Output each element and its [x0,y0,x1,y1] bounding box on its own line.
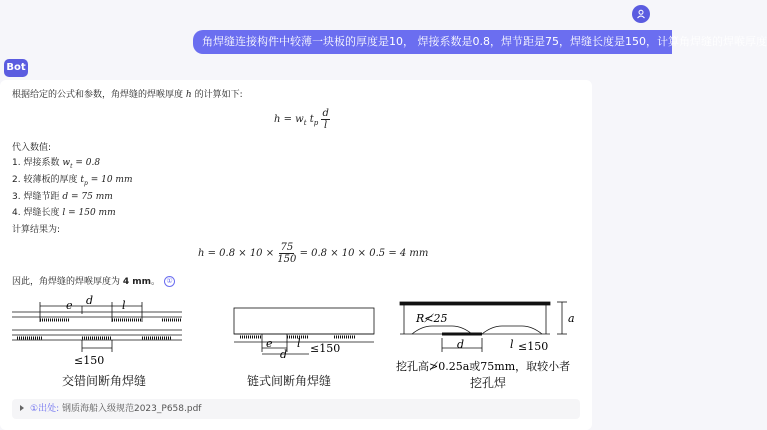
intro-text: 根据给定的公式和参数，角焊缝的焊喉厚度 h 的计算如下: [12,90,243,100]
list-item: 2. 较薄板的厚度 $t_p = 10$ mm [12,175,133,187]
label-d: d [86,294,94,307]
label-r25: R≮25 [416,312,448,325]
label-le150: ≤150 [518,340,549,353]
caption-chain: 链式间断角焊缝 [247,374,332,388]
label-l: l [122,299,126,312]
slot-note: 挖孔高≯0.25a或75mm，取较小者 [396,360,571,373]
formula-result: h = 0.8 × 10 × $\frac{75}{150}$ = 0.8 × 10 × 0.5 = 4 mm [198,242,429,265]
caption-slot: 挖孔焊 [470,376,507,390]
label-e: e [266,337,273,350]
bot-message-card [0,80,592,430]
label-d: d [280,348,288,361]
list-item: 4. 焊缝长度 l = 150 mm [12,208,116,218]
list-item: 1. 焊接系数 $w_t = 0.8$ [12,158,101,170]
formula-general: $h = w_t$ $t_p$ $\frac{d}{l}$ [274,108,329,131]
label-e: e [66,299,73,312]
bot-badge: Bot [4,59,28,77]
conclusion-text: 因此，角焊缝的焊喉厚度为 4 mm。 ① [12,276,175,288]
label-le150: ≤150 [310,342,341,355]
label-d: d [457,338,465,351]
list-item: 3. 焊缝节距 d = 75 mm [12,192,113,202]
label-l: l [510,338,514,351]
source-reference[interactable] [12,399,580,419]
expand-triangle-icon[interactable] [20,405,24,411]
user-avatar [632,5,650,23]
citation-badge[interactable]: ① [164,276,175,287]
substitute-title: 代入数值: [12,143,52,153]
result-title: 计算结果为: [12,225,61,235]
staggered-weld-drawing [12,302,182,352]
user-icon [636,9,646,19]
label-l: l [297,337,301,350]
caption-staggered: 交错间断角焊缝 [62,374,147,388]
chain-weld-drawing [234,308,374,354]
label-le150: ≤150 [74,354,105,367]
source-text: ①出处: 钢质海船入级规范2023_P658.pdf [30,404,202,414]
label-a: a [568,312,575,325]
user-message: 角焊缝连接构件中较薄一块板的厚度是10， 焊接系数是0.8，焊节距是75，焊缝长度是150，计算角焊缝的焊喉厚度 [193,30,672,54]
